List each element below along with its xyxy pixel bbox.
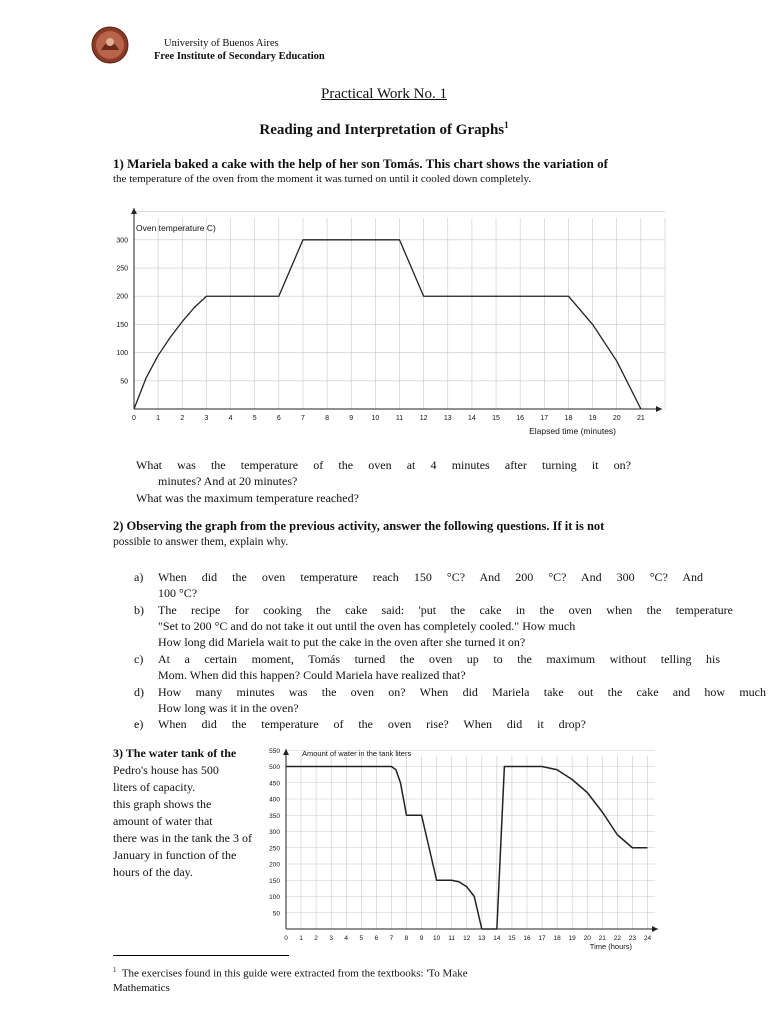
x-tick-label: 9 — [419, 935, 424, 942]
footnote: $^1$ The exercises found in this guide were extracted from the textbooks: 'To Make Mathematics — [113, 966, 468, 994]
q1-heading: 1) Mariela baked a cake with the help of her son Tomás. This chart shows the variation of the temperature of the oven from the moment it was turned on until it cooled down completely. — [113, 156, 661, 185]
oven-temperature-chart — [116, 204, 680, 440]
q1-question-2: What was the maximum temperature reached? — [136, 491, 359, 505]
x-axis-label: Elapsed time (minutes) — [529, 426, 616, 436]
x-tick-label: 2 — [314, 935, 318, 942]
y-tick-label: 100 — [269, 894, 280, 901]
y-axis-arrow — [283, 749, 289, 755]
y-tick-label: 550 — [269, 747, 280, 755]
x-tick-label: 2 — [180, 415, 185, 422]
footnote-divider — [113, 955, 289, 956]
x-tick-label: 3 — [329, 935, 333, 942]
x-tick-label: 1 — [299, 935, 303, 942]
y-tick-label: 50 — [120, 378, 128, 386]
y-tick-label: 250 — [269, 845, 280, 853]
x-axis-label: Time (hours) — [589, 942, 632, 951]
x-tick-label: 6 — [374, 935, 379, 942]
institution-line-2: Free Institute of Secondary Education — [154, 51, 325, 62]
y-tick-label: 50 — [272, 910, 280, 918]
x-tick-label: 0 — [132, 415, 136, 422]
x-tick-label: 16 — [516, 415, 525, 422]
x-tick-label: 1 — [156, 415, 161, 422]
x-tick-label: 21 — [598, 935, 606, 942]
y-axis-arrow — [131, 208, 137, 214]
y-tick-label: 350 — [269, 812, 280, 820]
x-tick-label: 10 — [432, 935, 441, 942]
x-tick-label: 17 — [538, 935, 546, 942]
q1-question-1-cont: minutes? And at 20 minutes? — [158, 474, 298, 488]
x-tick-label: 12 — [463, 935, 471, 942]
x-tick-label: 5 — [252, 415, 257, 422]
x-tick-label: 4 — [228, 415, 233, 422]
q3-text: 3) The water tank of the Pedro's house has 500 liters of capacity. this graph shows the amount of water that there was in the tank the 3 of January in function of the hours of the day. — [113, 746, 252, 879]
q3-heading: 3) The water tank of the — [113, 746, 237, 760]
x-tick-label: 9 — [349, 415, 354, 422]
y-tick-label: 450 — [269, 780, 280, 788]
x-tick-label: 6 — [276, 415, 281, 422]
q1-continuation: the temperature of the oven from the moment it was turned on until it cooled down completely. — [113, 173, 532, 185]
x-tick-label: 19 — [568, 935, 576, 942]
q2-continuation: possible to answer them, explain why. — [113, 536, 289, 548]
x-tick-label: 8 — [325, 415, 330, 422]
x-tick-label: 17 — [540, 415, 549, 422]
x-tick-label: 11 — [448, 935, 456, 942]
x-tick-label: 15 — [508, 935, 516, 942]
x-tick-label: 13 — [443, 415, 452, 422]
x-tick-label: 12 — [419, 415, 428, 422]
x-tick-label: 13 — [478, 935, 486, 942]
y-tick-label: 300 — [269, 829, 280, 836]
y-tick-label: 200 — [116, 293, 128, 301]
x-tick-label: 16 — [523, 935, 531, 942]
x-tick-label: 7 — [389, 935, 394, 942]
x-tick-label: 18 — [564, 415, 573, 422]
y-tick-label: 150 — [269, 877, 280, 885]
y-tick-label: 500 — [269, 764, 280, 771]
x-tick-label: 15 — [492, 415, 500, 422]
y-tick-label: 250 — [116, 265, 128, 273]
page-subtitle: Reading and Interpretation of Graphs$^1$ — [259, 120, 509, 138]
x-tick-label: 11 — [395, 415, 404, 422]
x-tick-label: 22 — [613, 935, 621, 942]
x-tick-label: 20 — [583, 935, 591, 942]
y-axis-label: Oven temperature C) — [136, 223, 216, 233]
x-tick-label: 20 — [612, 415, 621, 422]
x-tick-label: 3 — [204, 415, 209, 422]
institution-line-1: University of Buenos Aires — [164, 38, 279, 49]
x-tick-label: 18 — [553, 935, 561, 942]
university-seal-logo — [91, 26, 129, 64]
x-tick-label: 23 — [628, 935, 637, 942]
x-tick-label: 21 — [636, 415, 645, 422]
y-tick-label: 400 — [269, 796, 280, 804]
x-tick-label: 8 — [404, 935, 409, 942]
water-tank-chart — [262, 746, 662, 954]
x-axis-arrow — [656, 406, 662, 412]
x-tick-label: 19 — [588, 415, 597, 422]
x-axis-arrow — [652, 926, 658, 932]
x-tick-label: 14 — [468, 415, 476, 422]
q1-question-1: What was the temperature of the oven at 4 minutes after turning it on? — [136, 458, 631, 472]
y-tick-label: 150 — [116, 321, 128, 329]
x-tick-label: 4 — [344, 935, 349, 942]
footnote-ref: 1 — [504, 120, 509, 130]
page-title: Practical Work No. 1 — [321, 86, 447, 102]
x-tick-label: 24 — [643, 935, 652, 942]
x-tick-label: 0 — [284, 935, 288, 942]
x-tick-label: 10 — [371, 415, 380, 422]
x-tick-label: 7 — [301, 415, 305, 422]
y-axis-label: Amount of water in the tank liters — [302, 749, 412, 758]
y-tick-label: 200 — [269, 861, 280, 869]
x-tick-label: 14 — [493, 935, 501, 942]
x-tick-label: 5 — [359, 935, 364, 942]
y-tick-label: 100 — [116, 350, 128, 358]
q2-heading: 2) Observing the graph from the previous activity, answer the following questions. If it is not possible to answer them, explain why. — [113, 519, 663, 548]
y-tick-label: 300 — [116, 237, 128, 245]
